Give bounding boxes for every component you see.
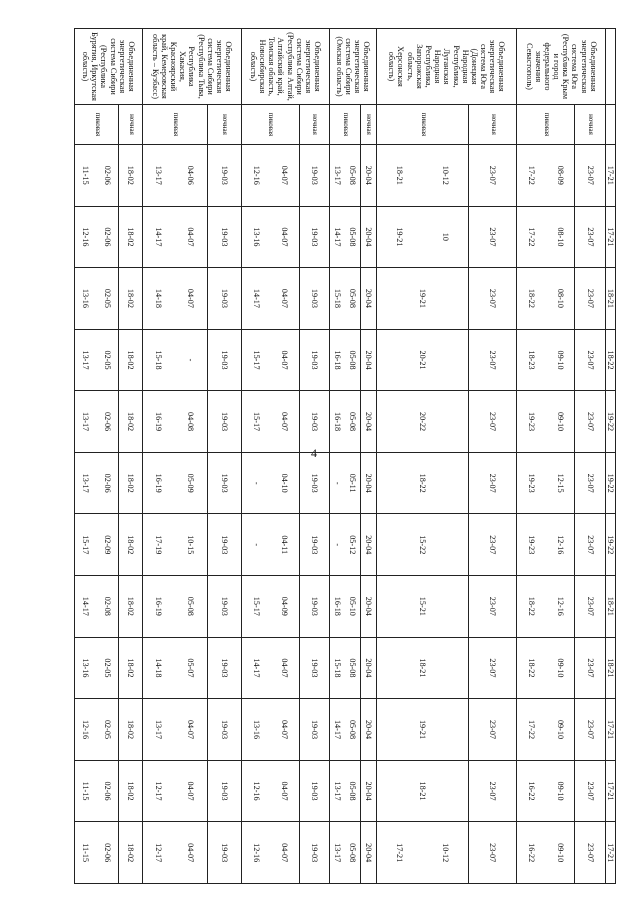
time-range-cell: 05-08 16-18: [330, 329, 361, 391]
time-range-cell: 23-07: [469, 699, 517, 761]
table-row: [575, 29, 605, 884]
time-range-cell: 05-07 14-18: [142, 637, 207, 699]
zone-kind-cell: ночная: [119, 105, 142, 145]
time-range-cell: 19-03: [299, 699, 329, 761]
time-range-cell: 10-15 17-19: [142, 514, 207, 576]
region-name-cell: Объединенная энергетическая система Сибири (Республика Алтай, Алтайский край, Томская область, Новосибирская область): [241, 29, 329, 105]
table-row: [142, 29, 207, 884]
time-range-cell: 23-07: [575, 268, 605, 330]
time-range-cell: 23-07: [575, 576, 605, 638]
time-range-cell: 20-04: [360, 268, 376, 330]
time-range-cell: 18-02: [119, 760, 142, 822]
column-header: 18-21: [605, 576, 615, 638]
time-range-cell: 23-07: [469, 822, 517, 884]
zone-kind-cell: пиковая: [75, 105, 120, 145]
column-header: 18-22: [605, 329, 615, 391]
time-range-cell: 05-11 -: [330, 452, 361, 514]
time-range-cell: 05-08 16-19: [142, 576, 207, 638]
time-range-cell: 08-10 18-22: [517, 268, 575, 330]
table-row: [517, 29, 575, 884]
time-range-cell: 18-02: [119, 391, 142, 453]
time-range-cell: 23-07: [575, 145, 605, 207]
region-name-cell: Объединенная энергетическая система Сибири (Республика Бурятия, Иркутская область): [75, 29, 143, 105]
time-range-cell: 05-08 15-18: [330, 637, 361, 699]
time-range-cell: 19-03: [207, 145, 241, 207]
time-range-cell: 04-08 16-19: [142, 391, 207, 453]
time-range-cell: 05-08 14-17: [330, 699, 361, 761]
time-range-cell: 23-07: [469, 760, 517, 822]
zone-kind-cell: ночная: [207, 105, 241, 145]
table-row: [469, 29, 517, 884]
time-range-cell: 18-21: [377, 637, 469, 699]
time-range-cell: 12-15 19-23: [517, 452, 575, 514]
time-range-cell: 18-02: [119, 206, 142, 268]
time-range-cell: 19-03: [207, 699, 241, 761]
time-range-cell: 09-10 18-23: [517, 329, 575, 391]
time-range-cell: 04-06 13-17: [142, 145, 207, 207]
time-range-cell: 19-03: [207, 206, 241, 268]
time-range-cell: 18-02: [119, 576, 142, 638]
time-range-cell: 09-10 16-22: [517, 760, 575, 822]
time-range-cell: 02-05 13-16: [75, 268, 120, 330]
time-range-cell: 20-04: [360, 822, 376, 884]
column-header: 19-22: [605, 452, 615, 514]
time-range-cell: 20-04: [360, 145, 376, 207]
region-name-cell: Объединенная энергетическая система Сибири (Республика Тыва, Республика Хакасия, Красноярский край, Кемеровская область – Кузбасс): [142, 29, 241, 105]
time-range-cell: 23-07: [469, 145, 517, 207]
time-range-cell: 20-04: [360, 514, 376, 576]
time-range-cell: 09-10 19-23: [517, 391, 575, 453]
time-range-cell: 04-09 15-17: [241, 576, 299, 638]
time-range-cell: 04-07 14-17: [241, 637, 299, 699]
time-range-cell: 18-22: [377, 452, 469, 514]
time-range-cell: 04-07 14-17: [241, 268, 299, 330]
time-range-cell: 19-03: [207, 822, 241, 884]
time-range-cell: 23-07: [575, 514, 605, 576]
time-range-cell: 23-07: [575, 391, 605, 453]
zone-kind-cell: пиковая: [330, 105, 361, 145]
column-header: 17-21: [605, 699, 615, 761]
time-range-cell: 05-09 16-19: [142, 452, 207, 514]
time-range-cell: 02-06 12-16: [75, 206, 120, 268]
zone-kind-cell: ночная: [299, 105, 329, 145]
time-range-cell: 19-03: [207, 760, 241, 822]
column-header: 17-21: [605, 822, 615, 884]
time-range-cell: 23-07: [575, 637, 605, 699]
time-range-cell: 09-10 17-22: [517, 699, 575, 761]
time-range-cell: 23-07: [469, 576, 517, 638]
time-range-cell: 12-16 19-23: [517, 514, 575, 576]
region-name-cell: Объединенная энергетическая система Юга (Республика Крым и город федерального значения Севастополь): [517, 29, 605, 105]
time-range-cell: 19-03: [207, 637, 241, 699]
time-range-cell: 23-07: [469, 391, 517, 453]
time-range-cell: 05-10 16-18: [330, 576, 361, 638]
time-range-cell: 20-04: [360, 637, 376, 699]
time-range-cell: 19-03: [299, 452, 329, 514]
time-range-cell: 18-02: [119, 452, 142, 514]
time-range-cell: 19-03: [207, 576, 241, 638]
table-row: [377, 29, 469, 884]
time-range-cell: 02-05 12-16: [75, 699, 120, 761]
time-range-cell: 20-04: [360, 329, 376, 391]
time-range-cell: 20-04: [360, 391, 376, 453]
time-range-cell: 15-21: [377, 576, 469, 638]
header-corner-cell: [605, 29, 615, 105]
zone-kind-cell: пиковая: [377, 105, 469, 145]
time-range-cell: 02-05 13-16: [75, 637, 120, 699]
time-range-cell: 20-04: [360, 576, 376, 638]
time-range-cell: 19-03: [207, 391, 241, 453]
time-range-cell: 19-03: [299, 576, 329, 638]
zone-kind-cell: пиковая: [241, 105, 299, 145]
time-range-cell: 19-03: [299, 329, 329, 391]
time-range-cell: 23-07: [469, 452, 517, 514]
time-range-cell: 18-02: [119, 145, 142, 207]
time-range-cell: 05-08 13-17: [330, 822, 361, 884]
time-range-cell: 10-12 17-21: [377, 822, 469, 884]
table-row: [75, 29, 120, 884]
time-range-cell: 19-03: [299, 206, 329, 268]
time-range-cell: 23-07: [575, 760, 605, 822]
time-range-cell: 20-21: [377, 329, 469, 391]
time-range-cell: 15-22: [377, 514, 469, 576]
time-range-cell: 09-10 16-22: [517, 822, 575, 884]
time-range-cell: 05-08 13-17: [330, 145, 361, 207]
time-range-cell: 02-06 13-17: [75, 452, 120, 514]
time-range-cell: 08-09 17-22: [517, 145, 575, 207]
time-range-cell: 10 19-21: [377, 206, 469, 268]
time-range-cell: 19-03: [299, 268, 329, 330]
time-range-cell: 19-03: [207, 514, 241, 576]
time-range-cell: 04-07 12-17: [142, 822, 207, 884]
time-range-cell: 02-05 13-17: [75, 329, 120, 391]
time-range-cell: 04-07 13-17: [142, 699, 207, 761]
table-row: [360, 29, 376, 884]
time-range-cell: 19-03: [207, 268, 241, 330]
time-range-cell: 23-07: [575, 329, 605, 391]
time-range-cell: 09-10 18-22: [517, 637, 575, 699]
column-header: 17-21: [605, 206, 615, 268]
time-range-cell: 19-03: [299, 822, 329, 884]
time-range-cell: 04-07 14-18: [142, 268, 207, 330]
time-range-cell: 18-02: [119, 822, 142, 884]
column-header: 19-22: [605, 514, 615, 576]
time-range-cell: 23-07: [469, 268, 517, 330]
time-range-cell: 19-03: [299, 637, 329, 699]
time-range-cell: 04-07 12-16: [241, 760, 299, 822]
time-range-cell: 18-02: [119, 637, 142, 699]
column-header: 18-21: [605, 268, 615, 330]
page-number: 4: [311, 446, 317, 460]
time-range-cell: 04-07 13-16: [241, 699, 299, 761]
time-range-cell: 20-04: [360, 699, 376, 761]
table-header-row: [605, 29, 615, 884]
time-range-cell: 23-07: [575, 206, 605, 268]
time-range-cell: 23-07: [469, 329, 517, 391]
time-range-cell: 05-08 13-17: [330, 760, 361, 822]
time-range-cell: - 15-18: [142, 329, 207, 391]
time-range-cell: 23-07: [469, 206, 517, 268]
header-kind-cell: [605, 105, 615, 145]
time-range-cell: 04-07 15-17: [241, 329, 299, 391]
time-range-cell: 19-03: [299, 145, 329, 207]
time-range-cell: 23-07: [469, 637, 517, 699]
rotated-table-container: [74, 28, 616, 884]
time-range-cell: 23-07: [575, 699, 605, 761]
time-range-cell: 04-07 12-16: [241, 145, 299, 207]
time-range-cell: 19-21: [377, 268, 469, 330]
time-range-cell: 19-03: [299, 760, 329, 822]
time-range-cell: 04-07 12-16: [241, 822, 299, 884]
column-header: 18-21: [605, 637, 615, 699]
table-row: [119, 29, 142, 884]
time-range-cell: 04-07 14-17: [142, 206, 207, 268]
time-range-cell: 02-08 14-17: [75, 576, 120, 638]
table-row: [299, 29, 329, 884]
zone-kind-cell: ночная: [575, 105, 605, 145]
region-name-cell: Объединенная энергетическая система Сибири (Омская область): [330, 29, 377, 105]
time-range-cell: 04-07 13-16: [241, 206, 299, 268]
time-range-cell: 20-04: [360, 452, 376, 514]
time-zones-table: [74, 28, 616, 884]
time-range-cell: 02-06 11-15: [75, 822, 120, 884]
time-range-cell: 02-06 13-17: [75, 391, 120, 453]
time-range-cell: 23-07: [575, 822, 605, 884]
table-row: [241, 29, 299, 884]
time-range-cell: 02-06 11-15: [75, 760, 120, 822]
time-range-cell: 12-16 18-22: [517, 576, 575, 638]
time-range-cell: 18-02: [119, 514, 142, 576]
time-range-cell: 05-12 -: [330, 514, 361, 576]
time-range-cell: 08-10 17-22: [517, 206, 575, 268]
time-range-cell: 23-07: [469, 514, 517, 576]
time-range-cell: 04-07 15-17: [241, 391, 299, 453]
time-range-cell: 02-06 11-15: [75, 145, 120, 207]
time-range-cell: 05-08 16-18: [330, 391, 361, 453]
zone-kind-cell: пиковая: [142, 105, 207, 145]
time-range-cell: 19-21: [377, 699, 469, 761]
time-range-cell: 05-08 15-18: [330, 268, 361, 330]
time-range-cell: 18-02: [119, 268, 142, 330]
zone-kind-cell: ночная: [469, 105, 517, 145]
time-range-cell: 23-07: [575, 452, 605, 514]
table-row: [207, 29, 241, 884]
time-range-cell: 19-03: [207, 452, 241, 514]
time-range-cell: 19-03: [299, 514, 329, 576]
zone-kind-cell: пиковая: [517, 105, 575, 145]
time-range-cell: 18-02: [119, 329, 142, 391]
time-range-cell: 10-12 18-21: [377, 145, 469, 207]
column-header: 19-22: [605, 391, 615, 453]
time-range-cell: 19-03: [207, 329, 241, 391]
time-range-cell: 20-04: [360, 206, 376, 268]
time-range-cell: 20-04: [360, 760, 376, 822]
time-range-cell: 04-11 -: [241, 514, 299, 576]
time-range-cell: 18-02: [119, 699, 142, 761]
time-range-cell: 18-21: [377, 760, 469, 822]
column-header: 17-21: [605, 760, 615, 822]
time-range-cell: 02-09 15-17: [75, 514, 120, 576]
zone-kind-cell: ночная: [360, 105, 376, 145]
time-range-cell: 20-22: [377, 391, 469, 453]
time-range-cell: 04-10 -: [241, 452, 299, 514]
column-header: 17-21: [605, 145, 615, 207]
region-name-cell: Объединенная энергетическая система Юга (Донецкая Народная Республика, Луганская Народная Республика, Запорожская область, Херсонская область): [377, 29, 517, 105]
time-range-cell: 05-08 14-17: [330, 206, 361, 268]
time-range-cell: 04-07 12-17: [142, 760, 207, 822]
time-range-cell: 19-03: [299, 391, 329, 453]
table-row: [330, 29, 361, 884]
